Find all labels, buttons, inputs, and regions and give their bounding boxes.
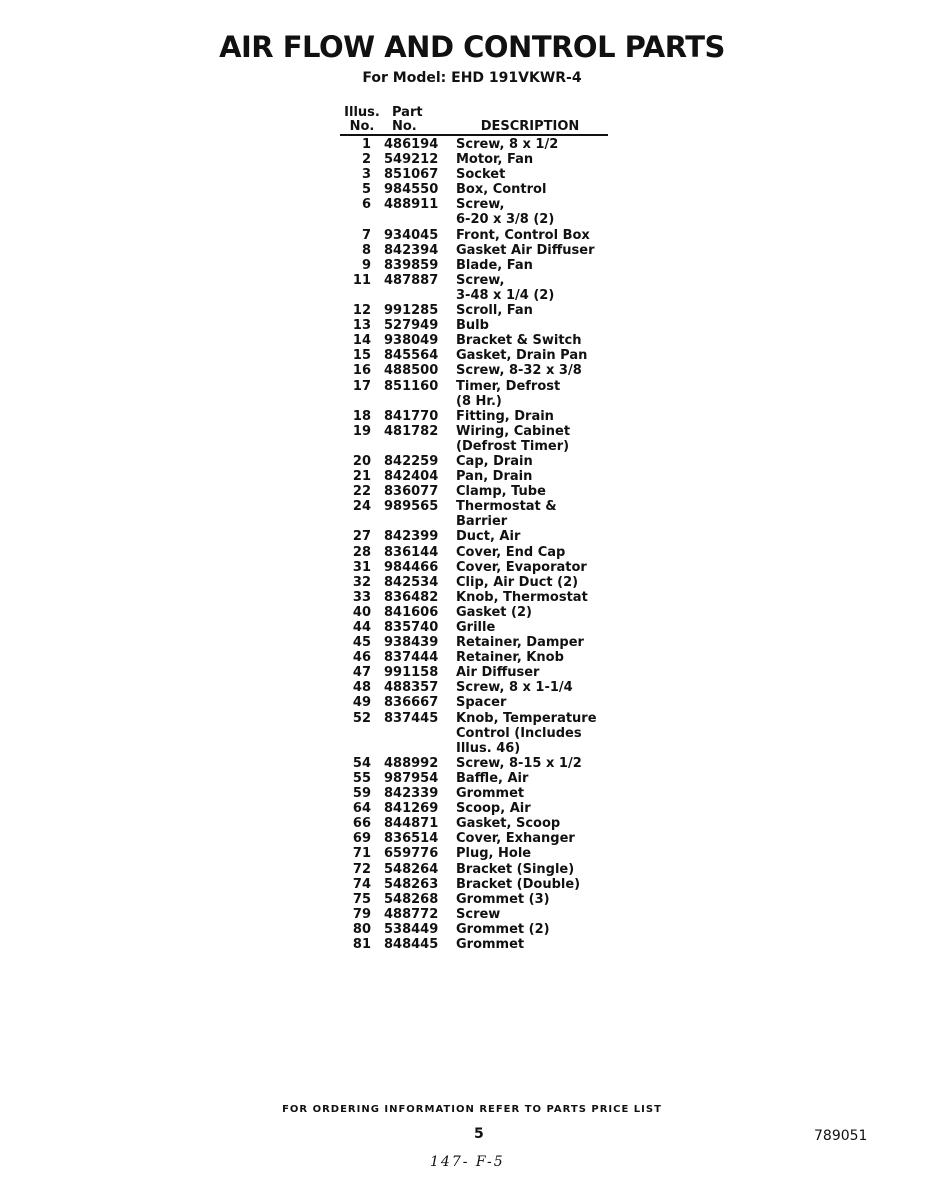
table-row bbox=[340, 318, 608, 333]
table-row bbox=[340, 152, 608, 167]
part-number: 836144 bbox=[384, 544, 439, 560]
illus-number: 14 bbox=[352, 333, 371, 349]
table-row bbox=[340, 135, 608, 152]
table-row bbox=[340, 424, 608, 454]
part-number: 538449 bbox=[384, 921, 439, 937]
part-number: 481782 bbox=[384, 423, 439, 439]
column-header-description: DESCRIPTION bbox=[480, 119, 580, 134]
table-row bbox=[340, 379, 608, 409]
part-number: 842394 bbox=[384, 242, 439, 258]
part-description: Wiring, Cabinet (Defrost Timer) bbox=[456, 423, 571, 454]
part-description: Grommet bbox=[456, 936, 525, 952]
part-description: Thermostat & Barrier bbox=[456, 499, 557, 530]
part-description: Gasket Air Diffuser bbox=[456, 242, 595, 258]
model-subtitle: For Model: EHD 191VKWR-4 bbox=[362, 70, 582, 86]
part-description: Timer, Defrost (8 Hr.) bbox=[456, 378, 561, 409]
part-description: Air Diffuser bbox=[456, 665, 540, 681]
part-number: 836667 bbox=[384, 695, 439, 711]
part-number: 844871 bbox=[384, 816, 439, 832]
part-description: Screw, 8 x 1-1/4 bbox=[456, 680, 573, 696]
part-description: Grommet (3) bbox=[456, 891, 550, 907]
table-row bbox=[340, 499, 608, 529]
illus-number: 18 bbox=[352, 408, 371, 424]
illus-number: 31 bbox=[352, 559, 371, 575]
illus-number: 11 bbox=[352, 272, 371, 288]
table-row bbox=[340, 620, 608, 635]
illus-number: 13 bbox=[352, 318, 371, 334]
illus-number: 5 bbox=[361, 182, 371, 198]
part-number: 836482 bbox=[384, 589, 439, 605]
part-number: 842259 bbox=[384, 453, 439, 469]
part-number: 487887 bbox=[384, 272, 439, 288]
part-number: 659776 bbox=[384, 846, 439, 862]
table-row bbox=[340, 922, 608, 937]
table-row bbox=[340, 363, 608, 378]
illus-number: 75 bbox=[352, 891, 371, 907]
part-description: Screw, 6-20 x 3/8 (2) bbox=[456, 197, 555, 228]
table-row bbox=[340, 605, 608, 620]
part-number: 938049 bbox=[384, 333, 439, 349]
part-number: 842339 bbox=[384, 786, 439, 802]
illus-number: 80 bbox=[352, 921, 371, 937]
illus-number: 2 bbox=[361, 152, 371, 168]
part-description: Clip, Air Duct (2) bbox=[456, 574, 579, 590]
part-number: 842404 bbox=[384, 469, 439, 485]
part-description: Cover, Exhanger bbox=[456, 831, 575, 847]
illus-number: 59 bbox=[352, 786, 371, 802]
part-number: 851067 bbox=[384, 167, 439, 183]
part-number: 837445 bbox=[384, 710, 439, 726]
part-number: 488357 bbox=[384, 680, 439, 696]
table-row bbox=[340, 348, 608, 363]
part-description: Clamp, Tube bbox=[456, 484, 546, 500]
table-row bbox=[340, 529, 608, 544]
illus-number: 46 bbox=[352, 650, 371, 666]
illus-number: 79 bbox=[352, 906, 371, 922]
parts-table-body bbox=[340, 135, 608, 952]
part-number: 851160 bbox=[384, 378, 439, 394]
part-description: Bracket & Switch bbox=[456, 333, 582, 349]
illus-number: 44 bbox=[352, 620, 371, 635]
part-description: Knob, Temperature Control (Includes Illus. 46) bbox=[456, 710, 597, 756]
part-number: 842399 bbox=[384, 529, 439, 545]
illus-number: 54 bbox=[352, 755, 371, 771]
illus-number: 12 bbox=[352, 303, 371, 319]
handwritten-annotation: 147- F-5 bbox=[430, 1154, 505, 1170]
part-description: Plug, Hole bbox=[456, 846, 532, 862]
table-row bbox=[340, 303, 608, 318]
table-header-row bbox=[340, 106, 608, 135]
illus-number: 55 bbox=[352, 770, 371, 786]
illus-number: 52 bbox=[352, 710, 371, 726]
illus-number: 7 bbox=[361, 227, 371, 243]
part-number: 548263 bbox=[384, 876, 439, 892]
part-description: Knob, Thermostat bbox=[456, 589, 588, 605]
illus-number: 17 bbox=[352, 378, 371, 394]
part-description: Box, Control bbox=[456, 182, 547, 198]
illus-number: 64 bbox=[352, 801, 371, 817]
part-number: 549212 bbox=[384, 152, 439, 168]
table-row bbox=[340, 711, 608, 756]
illus-number: 66 bbox=[352, 816, 371, 832]
table-row bbox=[340, 228, 608, 243]
illus-number: 22 bbox=[352, 484, 371, 500]
part-description: Duct, Air bbox=[456, 529, 521, 545]
part-description: Screw bbox=[456, 906, 501, 922]
table-row bbox=[340, 454, 608, 469]
table-row bbox=[340, 665, 608, 680]
table-row bbox=[340, 273, 608, 303]
document-number: 789051 bbox=[814, 1128, 868, 1144]
table-row bbox=[340, 560, 608, 575]
table-row bbox=[340, 801, 608, 816]
part-description: Screw, 3-48 x 1/4 (2) bbox=[456, 272, 555, 303]
part-description: Screw, 8 x 1/2 bbox=[456, 137, 559, 152]
part-description: Bracket (Double) bbox=[456, 876, 581, 892]
part-description: Bracket (Single) bbox=[456, 861, 575, 877]
part-number: 835740 bbox=[384, 620, 439, 635]
illus-number: 24 bbox=[352, 499, 371, 515]
table-row bbox=[340, 409, 608, 424]
part-number: 488500 bbox=[384, 363, 439, 379]
part-description: Grommet bbox=[456, 786, 525, 802]
illus-number: 32 bbox=[352, 574, 371, 590]
table-row bbox=[340, 545, 608, 560]
part-number: 486194 bbox=[384, 137, 439, 152]
illus-number: 71 bbox=[352, 846, 371, 862]
illus-number: 21 bbox=[352, 469, 371, 485]
page-title: AIR FLOW AND CONTROL PARTS bbox=[219, 30, 725, 64]
illus-number: 33 bbox=[352, 589, 371, 605]
table-row bbox=[340, 756, 608, 771]
part-description: Cover, Evaporator bbox=[456, 559, 587, 575]
table-row bbox=[340, 635, 608, 650]
part-description: Motor, Fan bbox=[456, 152, 534, 168]
part-number: 837444 bbox=[384, 650, 439, 666]
part-description: Retainer, Knob bbox=[456, 650, 564, 666]
table-row bbox=[340, 243, 608, 258]
part-description: Grille bbox=[456, 620, 496, 635]
part-number: 841770 bbox=[384, 408, 439, 424]
part-number: 548268 bbox=[384, 891, 439, 907]
part-description: Blade, Fan bbox=[456, 257, 533, 273]
illus-number: 47 bbox=[352, 665, 371, 681]
part-description: Gasket, Drain Pan bbox=[456, 348, 588, 364]
part-number: 989565 bbox=[384, 499, 439, 515]
part-description: Front, Control Box bbox=[456, 227, 590, 243]
part-description: Cap, Drain bbox=[456, 453, 533, 469]
illus-number: 20 bbox=[352, 453, 371, 469]
part-number: 488992 bbox=[384, 755, 439, 771]
part-description: Gasket, Scoop bbox=[456, 816, 561, 832]
table-row bbox=[340, 907, 608, 922]
part-number: 488911 bbox=[384, 197, 439, 213]
illus-number: 28 bbox=[352, 544, 371, 560]
part-number: 845564 bbox=[384, 348, 439, 364]
illus-number: 48 bbox=[352, 680, 371, 696]
table-row bbox=[340, 575, 608, 590]
part-number: 848445 bbox=[384, 936, 439, 952]
table-row bbox=[340, 831, 608, 846]
part-number: 984550 bbox=[384, 182, 439, 198]
illus-number: 9 bbox=[361, 257, 371, 273]
illus-number: 16 bbox=[352, 363, 371, 379]
part-description: Socket bbox=[456, 167, 506, 183]
table-row bbox=[340, 197, 608, 227]
table-row bbox=[340, 469, 608, 484]
illus-number: 3 bbox=[361, 167, 371, 183]
part-number: 991285 bbox=[384, 303, 439, 319]
illus-number: 27 bbox=[352, 529, 371, 545]
table-row bbox=[340, 695, 608, 710]
table-row bbox=[340, 786, 608, 801]
table-row bbox=[340, 846, 608, 861]
part-number: 984466 bbox=[384, 559, 439, 575]
illus-number: 8 bbox=[361, 242, 371, 258]
part-number: 548264 bbox=[384, 861, 439, 877]
part-description: Screw, 8-32 x 3/8 bbox=[456, 363, 582, 379]
part-number: 841606 bbox=[384, 604, 439, 620]
table-row bbox=[340, 590, 608, 605]
table-row bbox=[340, 333, 608, 348]
part-description: Fitting, Drain bbox=[456, 408, 554, 424]
table-row bbox=[340, 816, 608, 831]
table-row bbox=[340, 771, 608, 786]
part-number: 488772 bbox=[384, 906, 439, 922]
part-description: Scroll, Fan bbox=[456, 303, 533, 319]
part-number: 839859 bbox=[384, 257, 439, 273]
part-number: 991158 bbox=[384, 665, 439, 681]
part-number: 836077 bbox=[384, 484, 439, 500]
part-description: Gasket (2) bbox=[456, 604, 532, 620]
part-description: Spacer bbox=[456, 695, 507, 711]
illus-number: 1 bbox=[361, 137, 371, 152]
parts-table bbox=[340, 106, 608, 952]
illus-number: 15 bbox=[352, 348, 371, 364]
table-row bbox=[340, 862, 608, 877]
table-row bbox=[340, 650, 608, 665]
table-row bbox=[340, 680, 608, 695]
page-number: 5 bbox=[474, 1126, 484, 1142]
part-number: 841269 bbox=[384, 801, 439, 817]
part-description: Grommet (2) bbox=[456, 921, 550, 937]
part-number: 842534 bbox=[384, 574, 439, 590]
table-row bbox=[340, 167, 608, 182]
table-row bbox=[340, 182, 608, 197]
part-description: Screw, 8-15 x 1/2 bbox=[456, 755, 582, 771]
part-number: 938439 bbox=[384, 635, 439, 651]
part-number: 934045 bbox=[384, 227, 439, 243]
ordering-note: FOR ORDERING INFORMATION REFER TO PARTS PRICE LIST bbox=[282, 1104, 662, 1115]
part-number: 987954 bbox=[384, 770, 439, 786]
part-number: 527949 bbox=[384, 318, 439, 334]
illus-number: 49 bbox=[352, 695, 371, 711]
part-description: Cover, End Cap bbox=[456, 544, 566, 560]
illus-number: 74 bbox=[352, 876, 371, 892]
part-description: Pan, Drain bbox=[456, 469, 533, 485]
illus-number: 72 bbox=[352, 861, 371, 877]
illus-number: 69 bbox=[352, 831, 371, 847]
illus-number: 45 bbox=[352, 635, 371, 651]
part-description: Scoop, Air bbox=[456, 801, 531, 817]
illus-number: 40 bbox=[352, 604, 371, 620]
part-description: Bulb bbox=[456, 318, 489, 334]
table-row bbox=[340, 484, 608, 499]
table-row bbox=[340, 877, 608, 892]
column-header-part: Part No. bbox=[392, 105, 423, 134]
table-row bbox=[340, 258, 608, 273]
illus-number: 6 bbox=[361, 197, 371, 213]
illus-number: 81 bbox=[352, 936, 371, 952]
column-header-illus: Illus. No. bbox=[344, 105, 380, 134]
table-row bbox=[340, 937, 608, 952]
table-row bbox=[340, 892, 608, 907]
illus-number: 19 bbox=[352, 423, 371, 439]
part-description: Retainer, Damper bbox=[456, 635, 584, 651]
part-description: Baffle, Air bbox=[456, 770, 529, 786]
part-number: 836514 bbox=[384, 831, 439, 847]
